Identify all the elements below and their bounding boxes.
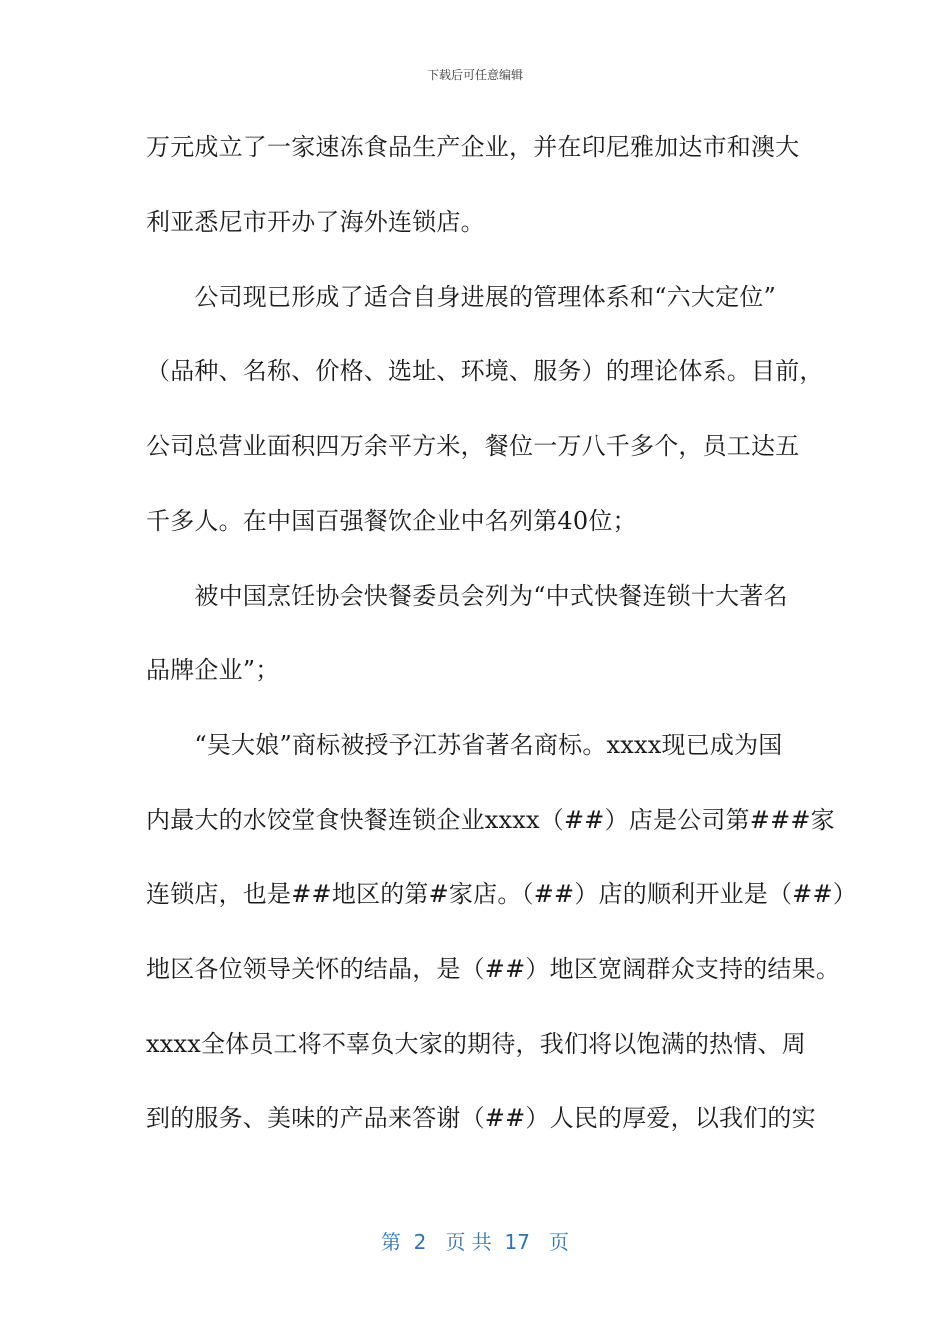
- text-line-8: 品牌企业”；: [146, 656, 280, 684]
- text-line-14: 到的服务、美味的产品来答谢（##）人民的厚爱，以我们的实: [146, 1104, 816, 1132]
- text-line-5: 公司总营业面积四万余平方米，餐位一万八千多个，员工达五: [146, 432, 800, 460]
- text-line-1: 万元成立了一家速冻食品生产企业，并在印尼雅加达市和澳大: [146, 133, 800, 161]
- page-header: 下载后可任意编辑: [426, 68, 523, 82]
- text-line-11: 连锁店，也是##地区的第#家店。（##）店的顺利开业是（##）: [146, 880, 857, 908]
- text-line-10: 内最大的水饺堂食快餐连锁企业xxxx（##）店是公司第###家: [146, 806, 835, 834]
- text-line-13: xxxx全体员工将不辜负大家的期待，我们将以饱满的热情、周: [146, 1030, 806, 1058]
- text-line-2: 利亚悉尼市开办了海外连锁店。: [146, 208, 485, 236]
- text-line-12: 地区各位领导关怀的结晶，是（##）地区宽阔群众支持的结果。: [146, 955, 841, 983]
- text-line-9: “吴大娘”商标被授予江苏省著名商标。xxxx现已成为国: [146, 731, 783, 759]
- text-line-7: 被中国烹饪协会快餐委员会列为“中式快餐连锁十大著名: [146, 582, 788, 610]
- text-line-4: （品种、名称、价格、选址、环境、服务）的理论体系。目前，: [146, 357, 824, 385]
- page-footer: [0, 1226, 950, 1255]
- text-line-3: 公司现已形成了适合自身进展的管理体系和“六大定位”: [146, 283, 776, 311]
- page-number: 第 2 页 共 17 页: [380, 1230, 570, 1254]
- text-line-6: 千多人。在中国百强餐饮企业中名列第40位；: [146, 507, 637, 535]
